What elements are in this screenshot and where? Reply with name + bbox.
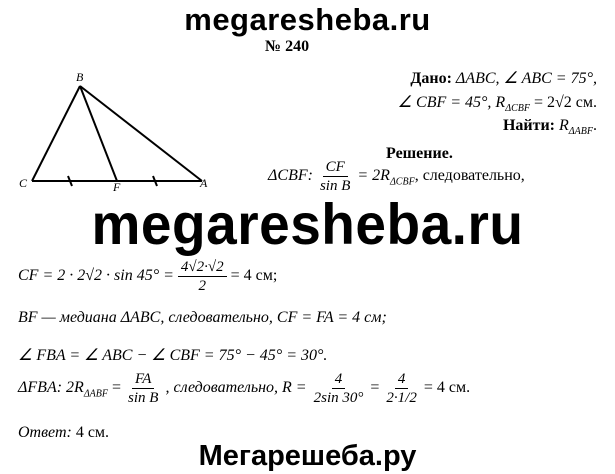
solution-line-2 [18,258,277,295]
watermark-top: megaresheba.ru [184,2,431,37]
l5-num3: 4 [395,370,409,389]
side-BC [32,86,80,181]
solution-title: Решение. [386,145,453,162]
l2-den: 2 [198,278,206,294]
label-F: F [113,180,121,194]
watermark-middle: megaresheba.ru [91,191,524,257]
l5-eq2: = [370,379,380,397]
find-text: R [559,117,569,134]
label-B: B [76,70,84,84]
l1-pre: ΔCBF: [268,167,313,185]
l5-den3: 2·1/2 [386,390,417,406]
problem-number: № 240 [265,38,310,55]
triangle-diagram [20,70,220,195]
l1-sub: ΔCBF [389,176,415,188]
label-C: C [19,176,28,190]
l5-fraction-3 [383,370,419,407]
answer-label: Ответ: [18,424,72,441]
l2-num: 4√2·√2 [178,258,227,277]
solution-line-3: BF — медиана ΔABC, следовательно, CF = FA = 4 см; [18,309,387,326]
l5-num2: 4 [332,370,346,389]
label-A: A [200,176,208,190]
l5-den1: sin B [128,390,159,406]
l1-mid: = 2R [357,167,390,185]
answer-line [18,424,109,442]
given-line-3 [503,117,597,137]
given-text-2: ∠ CBF = 45°, R [397,94,506,111]
given-text-1: ΔABC, ∠ ABC = 75°, [455,70,597,87]
answer-text: 4 см. [75,424,110,441]
watermark-bottom: Мегарешеба.ру [198,440,417,472]
find-sub: ΔABF [568,126,593,138]
l5-num1: FA [132,370,154,389]
solution-line-5 [18,370,470,407]
l1-num: CF [323,158,348,177]
l5-pre: ΔFBA: 2R [18,379,84,397]
l1-fraction [317,158,353,195]
given-label: Дано: [410,70,452,87]
solution-line-4: ∠ FBA = ∠ ABC − ∠ CBF = 75° − 45° = 30°. [18,347,328,364]
l5-tail: = 4 см. [423,379,471,397]
l1-den: sin B [319,178,351,194]
given-line-1 [410,68,597,88]
given-sub-2: ΔCBF [505,103,530,115]
l5-sub: ΔABF [83,388,109,400]
l2-fraction [178,258,227,295]
l5-fraction-2 [311,370,367,407]
l2-tail: = 4 см; [230,267,278,285]
l1-tail: , следовательно, [414,167,525,185]
l5-eq: = [112,379,122,397]
find-label: Найти: [502,117,556,134]
l5-den2: 2sin 30° [313,390,364,406]
given-line-2 [398,92,597,114]
solution-line-1 [268,158,525,195]
l5-fraction-1 [125,370,161,407]
find-tail: . [593,117,597,134]
given-tail-2: = 2√2 см. [529,94,597,111]
l2-pre: CF = 2 · 2√2 · sin 45° = [18,267,174,285]
l5-mid: , следовательно, R = [165,379,307,397]
